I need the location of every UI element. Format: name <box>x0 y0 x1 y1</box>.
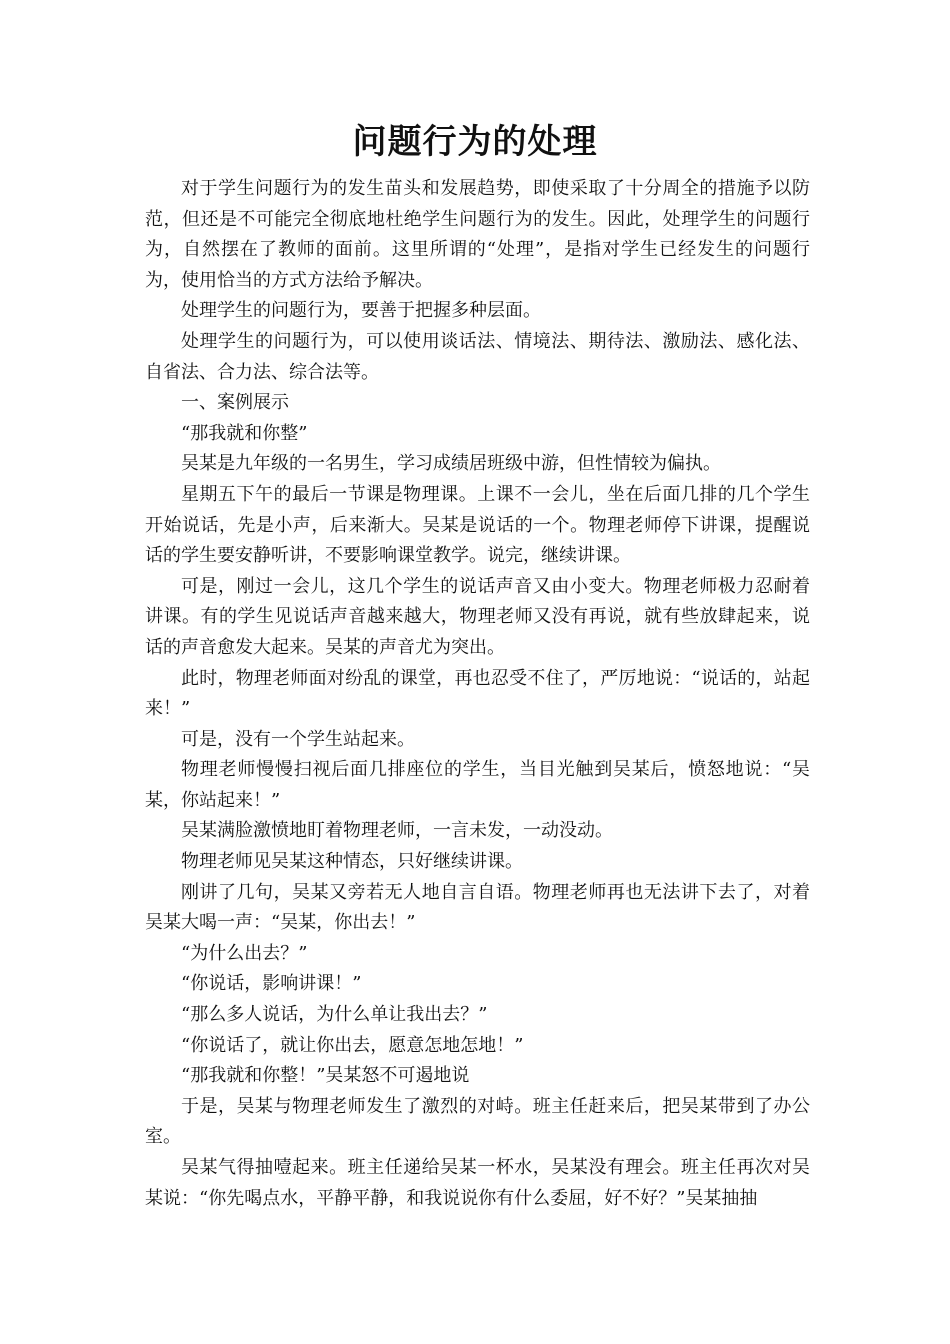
paragraph-intro: 对于学生问题行为的发生苗头和发展趋势，即使采取了十分周全的措施予以防范，但还是不可能完全彻底地杜绝学生问题行为的发生。因此，处理学生的问题行为，自然摆在了教师的面前。这里所谓的“处理”，是指对学生已经发生的问题行为，使用恰当的方式方法给予解决。 <box>145 178 810 291</box>
page-title: 问题行为的处理 <box>352 122 598 162</box>
section-heading-case: 一、案例展示 <box>181 392 289 414</box>
dialogue-line: “你说话，影响讲课！” <box>181 973 362 995</box>
paragraph: 星期五下午的最后一节课是物理课。上课不一会儿，坐在后面几排的几个学生开始说话，先是小声，后来渐大。吴某是说话的一个。物理老师停下讲课，提醒说话的学生要安静听讲，不要影响课堂教学。说完，继续讲课。 <box>145 483 810 567</box>
paragraph: 刚讲了几句，吴某又旁若无人地自言自语。物理老师再也无法讲下去了，对着吴某大喝一声：“吴某，你出去！” <box>145 881 810 934</box>
case-title: “那我就和你整” <box>181 422 308 444</box>
dialogue-line: “你说话了，就让你出去，愿意怎地怎地！” <box>181 1034 524 1056</box>
paragraph: 可是，刚过一会儿，这几个学生的说话声音又由小变大。物理老师极力忍耐着讲课。有的学生见说话声音越来越大，物理老师又没有再说，就有些放肆起来，说话的声音愈发大起来。吴某的声音尤为突出。 <box>145 575 810 658</box>
paragraph: 吴某满脸激愤地盯着物理老师，一言未发，一动没动。 <box>181 820 613 842</box>
paragraph-methods: 处理学生的问题行为，可以使用谈话法、情境法、期待法、激励法、感化法、自省法、合力法、综合法等。 <box>145 330 810 383</box>
paragraph: 此时，物理老师面对纷乱的课堂，再也忍受不住了，严厉地说：“说话的，站起来！” <box>145 667 810 720</box>
paragraph: 物理老师见吴某这种情态，只好继续讲课。 <box>181 851 523 873</box>
paragraph: 可是，没有一个学生站起来。 <box>181 728 415 750</box>
dialogue-line: “为什么出去？” <box>181 942 308 964</box>
dialogue-line: “那我就和你整！”吴某怒不可遏地说 <box>181 1065 470 1087</box>
paragraph: 吴某气得抽噎起来。班主任递给吴某一杯水，吴某没有理会。班主任再次对吴某说：“你先喝点水，平静平静，和我说说你有什么委屈，好不好？”吴某抽抽 <box>145 1157 810 1209</box>
document-body <box>145 174 810 1214</box>
dialogue-line: “那么多人说话，为什么单让我出去？” <box>181 1004 488 1026</box>
paragraph: 于是，吴某与物理老师发生了激烈的对峙。班主任赶来后，把吴某带到了办公室。 <box>145 1095 810 1148</box>
paragraph: 吴某是九年级的一名男生，学习成绩居班级中游，但性情较为偏执。 <box>181 453 721 475</box>
paragraph: 物理老师慢慢扫视后面几排座位的学生，当目光触到吴某后，愤怒地说：“吴某，你站起来！” <box>145 759 810 811</box>
paragraph-levels: 处理学生的问题行为，要善于把握多种层面。 <box>181 300 541 322</box>
